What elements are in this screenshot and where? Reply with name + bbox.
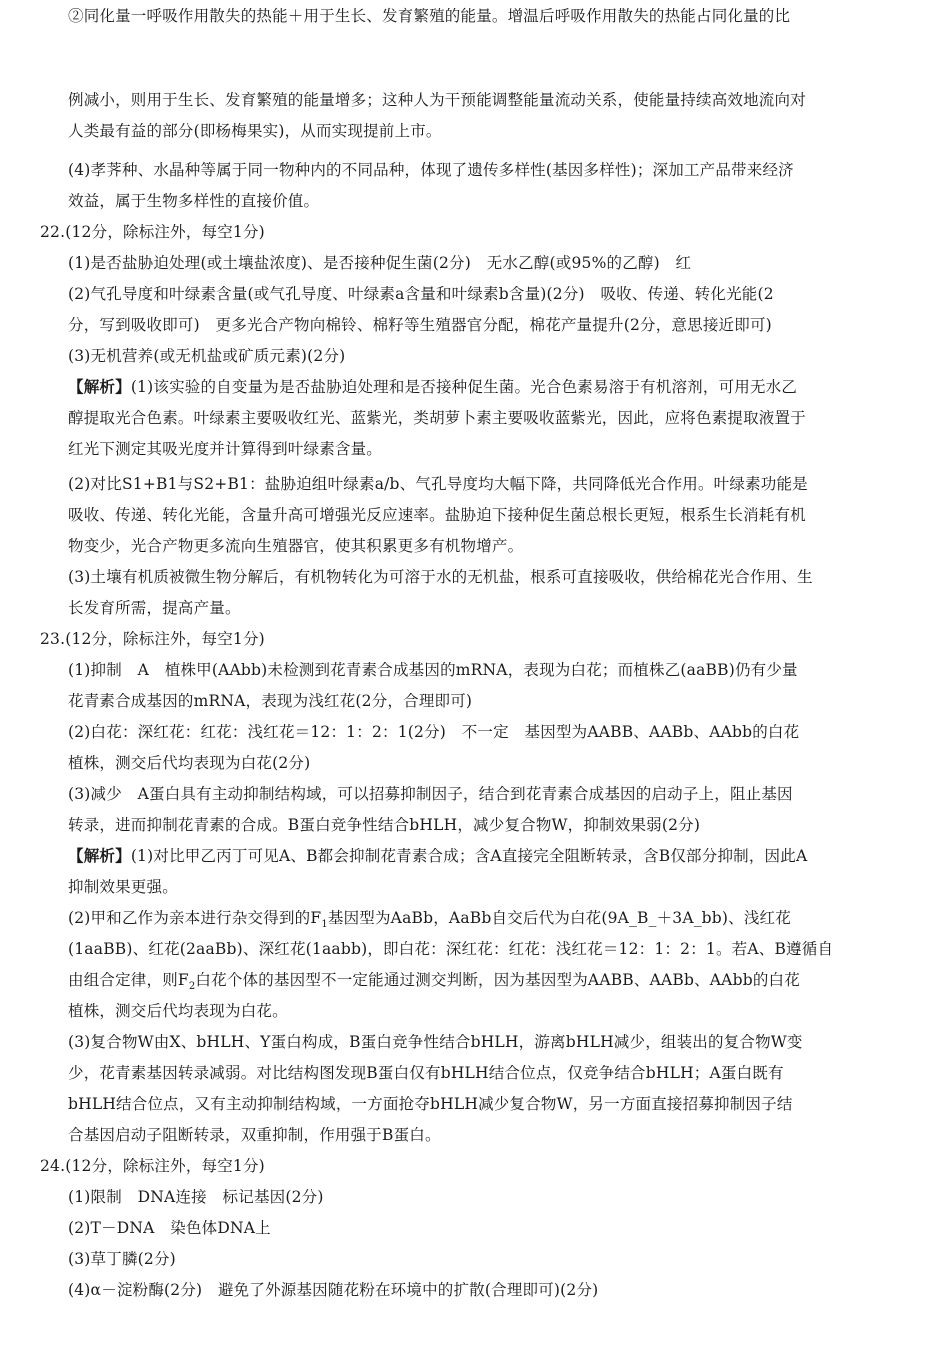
analysis-label: 【解析】 <box>68 378 131 396</box>
text-line <box>68 1125 910 1145</box>
line-text: 效益，属于生物多样性的直接价值。 <box>68 192 320 210</box>
line-text: 由组合定律，则$F_2$白花个体的基因型不一定能通过测交判断，因为基因型为AABB、AABb、AAbb的白花 <box>68 971 800 990</box>
line-text: (3)无机营养(或无机盐或矿质元素)(2分) <box>68 347 346 365</box>
line-text: 红光下测定其吸光度并计算得到叶绿素含量。 <box>68 440 383 458</box>
text-line <box>68 121 910 141</box>
text-line <box>68 753 910 773</box>
line-text: 合基因启动子阻断转录，双重抑制，作用强于B蛋白。 <box>68 1126 441 1144</box>
text-line <box>68 784 910 804</box>
line-text: (1)限制 DNA连接 标记基因(2分) <box>68 1188 324 1206</box>
text-line <box>68 1218 910 1238</box>
text-line <box>68 191 910 211</box>
text-line <box>68 1094 910 1114</box>
text-line <box>68 1249 910 1269</box>
text-line <box>68 160 910 180</box>
line-text: (1)该实验的自变量为是否盐胁迫处理和是否接种促生菌。光合色素易溶于有机溶剂，可用无水乙 <box>130 378 798 396</box>
text-line <box>68 90 910 110</box>
line-text: 23.(12分，除标注外，每空1分) <box>40 630 265 648</box>
line-text: 24.(12分，除标注外，每空1分) <box>40 1157 265 1175</box>
line-text: 22.(12分，除标注外，每空1分) <box>40 223 265 241</box>
line-text: 转录，进而抑制花青素的合成。B蛋白竞争性结合bHLH，减少复合物W，抑制效果弱(2分) <box>68 816 701 834</box>
line-text: (3)减少 A蛋白具有主动抑制结构域，可以招募抑制因子，结合到花青素合成基因的启动子上，阻止基因 <box>68 785 793 803</box>
line-text: 人类最有益的部分(即杨梅果实)，从而实现提前上市。 <box>68 122 442 140</box>
text-line <box>68 253 910 273</box>
text-line <box>68 408 910 428</box>
line-text: (4)α－淀粉酶(2分) 避免了外源基因随花粉在环境中的扩散(合理即可)(2分) <box>68 1281 599 1299</box>
text-line <box>68 1063 910 1083</box>
line-text: 吸收、传递、转化光能，含量升高可增强光反应速率。盐胁迫下接种促生菌总根长更短，根系生长消耗有机 <box>68 506 806 524</box>
line-text: 长发育所需，提高产量。 <box>68 599 241 617</box>
line-text: bHLH结合位点，又有主动抑制结构域，一方面抢夺bHLH减少复合物W，另一方面直接招募抑制因子结 <box>68 1095 793 1113</box>
line-text: 例减小，则用于生长、发育繁殖的能量增多；这种人为干预能调整能量流动关系，使能量持续高效地流向对 <box>68 91 806 109</box>
text-line <box>68 346 910 366</box>
line-text: 植株，测交后代均表现为白花。 <box>68 1002 288 1020</box>
text-line <box>68 315 910 335</box>
line-text: (1)是否盐胁迫处理(或土壤盐浓度)、是否接种促生菌(2分) 无水乙醇(或95%的乙醇) 红 <box>68 254 692 272</box>
text-line <box>40 222 910 242</box>
line-text: (2)白花：深红花：红花：浅红花＝12：1：2：1(2分) 不一定 基因型为AABB、AABb、AAbb的白花 <box>68 723 800 741</box>
text-line <box>68 939 910 959</box>
text-line <box>68 1187 910 1207</box>
line-text: (2)T－DNA 染色体DNA上 <box>68 1219 271 1237</box>
line-text: 物变少，光合产物更多流向生殖器官，使其积累更多有机物增产。 <box>68 537 524 555</box>
line-text: (2)对比S1+B1与S2+B1：盐胁迫组叶绿素a/b、气孔导度均大幅下降，共同降低光合作用。叶绿素功能是 <box>68 475 808 493</box>
line-text: (3)土壤有机质被微生物分解后，有机物转化为可溶于水的无机盐，根系可直接吸收，供给棉花光合作用、生 <box>68 568 813 586</box>
line-text: (1aaBB)、红花(2aaBb)、深红花(1aabb)，即白花：深红花：红花：浅红花＝12：1：2：1。若A、B遵循自 <box>68 940 834 958</box>
text-line <box>68 1280 910 1300</box>
text-line <box>40 629 910 649</box>
line-text: 分，写到吸收即可) 更多光合产物向棉铃、棉籽等生殖器官分配，棉花产量提升(2分，意思接近即可) <box>68 316 772 334</box>
analysis-label: 【解析】 <box>68 847 131 865</box>
text-line <box>68 377 910 397</box>
line-text: (2)气孔导度和叶绿素含量(或气孔导度、叶绿素a含量和叶绿素b含量)(2分) 吸收、传递、转化光能(2 <box>68 285 774 303</box>
line-text: 抑制效果更强。 <box>68 878 178 896</box>
line-text: (2)甲和乙作为亲本进行杂交得到的$F_1$基因型为AaBb，AaBb自交后代为白花(9A_B_＋3A_bb)、浅红花 <box>68 909 791 928</box>
line-text: (3)复合物W由X、bHLH、Y蛋白构成，B蛋白竞争性结合bHLH，游离bHLH减少，组装出的复合物W变 <box>68 1033 803 1051</box>
line-text: 少，花青素基因转录减弱。对比结构图发现B蛋白仅有bHLH结合位点，仅竞争结合bHLH；A蛋白既有 <box>68 1064 784 1082</box>
text-line <box>68 284 910 304</box>
text-line <box>68 970 910 990</box>
text-line <box>68 6 910 26</box>
text-line <box>68 846 910 866</box>
text-line <box>68 567 910 587</box>
text-line <box>68 474 910 494</box>
text-line <box>68 598 910 618</box>
text-line <box>68 815 910 835</box>
text-line <box>68 536 910 556</box>
text-line <box>40 1156 910 1176</box>
text-line <box>68 505 910 525</box>
line-text: 花青素合成基因的mRNA，表现为浅红花(2分，合理即可) <box>68 692 473 710</box>
line-text: (1)抑制 A 植株甲(AAbb)未检测到花青素合成基因的mRNA，表现为白花；而植株乙(aaBB)仍有少量 <box>68 661 798 679</box>
line-text: 醇提取光合色素。叶绿素主要吸收红光、蓝紫光，类胡萝卜素主要吸收蓝紫光，因此，应将色素提取液置于 <box>68 409 806 427</box>
line-text: ②同化量一呼吸作用散失的热能＋用于生长、发育繁殖的能量。增温后呼吸作用散失的热能占同化量的比 <box>68 7 791 25</box>
text-line <box>68 877 910 897</box>
line-text: (4)孝荠种、水晶种等属于同一物种内的不同品种，体现了遗传多样性(基因多样性)；深加工产品带来经济 <box>68 161 794 179</box>
line-text: 植株，测交后代均表现为白花(2分) <box>68 754 311 772</box>
line-text: (1)对比甲乙丙丁可见A、B都会抑制花青素合成；含A直接完全阻断转录，含B仅部分抑制，因此A <box>130 847 808 865</box>
line-text: (3)草丁膦(2分) <box>68 1250 176 1268</box>
text-line <box>68 660 910 680</box>
text-line <box>68 439 910 459</box>
text-line <box>68 691 910 711</box>
text-line <box>68 908 910 928</box>
text-line <box>68 1032 910 1052</box>
text-line <box>68 1001 910 1021</box>
text-line <box>68 722 910 742</box>
